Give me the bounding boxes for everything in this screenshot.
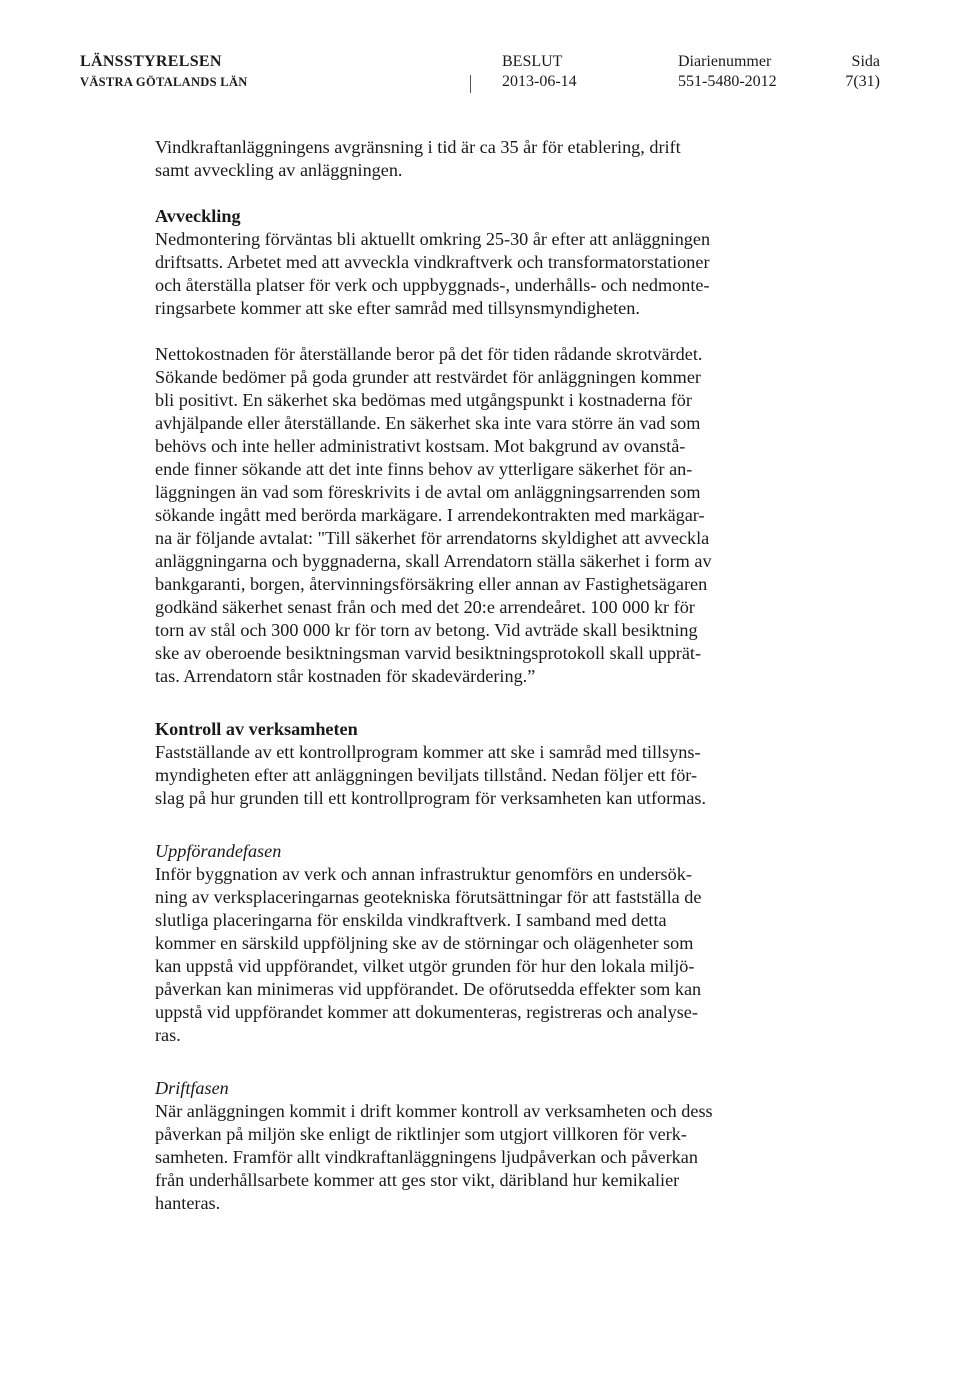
heading-kontroll: Kontroll av verksamheten [155, 719, 358, 739]
document-type: BESLUT [502, 53, 563, 70]
paragraph-operation-phase: När anläggningen kommit i drift kommer kontroll av verksamheten och dess påverkan på miljön ske enligt de riktlinjer som utgjort villkoren för verk- samheten. Framför allt vindkraftanläggningens ljudpåverkan och påverkan från underhållsarbete kommer att ges stor vikt, däribland hur kemikalier hanteras. [155, 1101, 713, 1213]
org-region: VÄSTRA GÖTALANDS LÄN [80, 75, 248, 89]
diarie-number: 551-5480-2012 [678, 73, 777, 90]
paragraph-decommissioning: Nedmontering förväntas bli aktuellt omkring 25-30 år efter att anläggningen driftsatts. Arbetet med att avveckla vindkraftverk och transformatorstationer och återställa platser för verk och uppbyggnads-, underhålls- och nedmonte- ringsarbete kommer att ske efter samråd med tillsynsmyndigheten. [155, 229, 711, 318]
page-label: Sida [851, 53, 880, 70]
header-divider [470, 75, 471, 93]
document-date: 2013-06-14 [502, 73, 577, 90]
paragraph-scope: Vindkraftanläggningens avgränsning i tid är ca 35 år för etablering, drift samt avveckling av anläggningen. [155, 137, 681, 180]
org-name: LÄNSSTYRELSEN [80, 53, 222, 70]
heading-avveckling: Avveckling [155, 206, 241, 226]
document-header [0, 52, 960, 92]
paragraph-security: Nettokostnaden för återställande beror på det för tiden rådande skrotvärdet. Sökande bedömer på goda grunder att restvärdet för anläggningen kommer bli positivt. En säkerhet ska bedömas med utgångspunkt i kostnaderna för avhjälpande eller återställande. En säkerhet ska inte vara större än vad som behövs och inte heller administrativt kostsam. Mot bakgrund av ovanstå- ende finner sökande att det inte finns behov av ytterligare säkerhet för an- läggningen än vad som föreskrivits i de avtal om anläggningsarrenden som sökande ingått med berörda markägare. I arrendekontrakten med markägar- na är följande avtalat: "Till säkerhet för arrendatorns skyldighet att avveckla anläggningarna och byggnaderna, skall Arrendatorn ställa säkerhet i form av bankgaranti, borgen, återvinningsförsäkring eller annan av Fastighetsägaren godkänd säkerhet senast från och med det 20:e arrendeåret. 100 000 kr för torn av stål och 300 000 kr för torn av betong. Vid avträde skall besiktning ske av oberoende besiktningsman varvid besiktningsprotokoll skall upprät- tas. Arrendatorn står kostnaden för skadevärdering.” [155, 344, 712, 686]
page-number: 7(31) [845, 73, 880, 90]
diarie-label: Diarienummer [678, 53, 772, 70]
paragraph-control-program: Fastställande av ett kontrollprogram kommer att ske i samråd med tillsyns- myndigheten efter att anläggningen beviljats tillstånd. Nedan följer ett för- slag på hur grunden till ett kontrollprogram för verksamheten kan utformas. [155, 742, 707, 808]
subheading-driftfasen: Driftfasen [155, 1078, 229, 1098]
paragraph-construction-phase: Inför byggnation av verk och annan infrastruktur genomförs en undersök- ning av verksplaceringarnas geotekniska förutsättningar för att fastställa de slutliga placeringarna för enskilda vindkraftverk. I samband med detta kommer en särskild uppföljning ske av de störningar och olägenheter som kan uppstå vid uppförandet, vilket utgör grunden för hur den lokala miljö- påverkan kan minimeras vid uppförandet. De oförutsedda effekter som kan uppstå vid uppförandet kommer att dokumenteras, registreras och analyse- ras. [155, 864, 702, 1045]
subheading-uppforandefasen: Uppförandefasen [155, 841, 282, 861]
document-body [155, 136, 767, 1215]
